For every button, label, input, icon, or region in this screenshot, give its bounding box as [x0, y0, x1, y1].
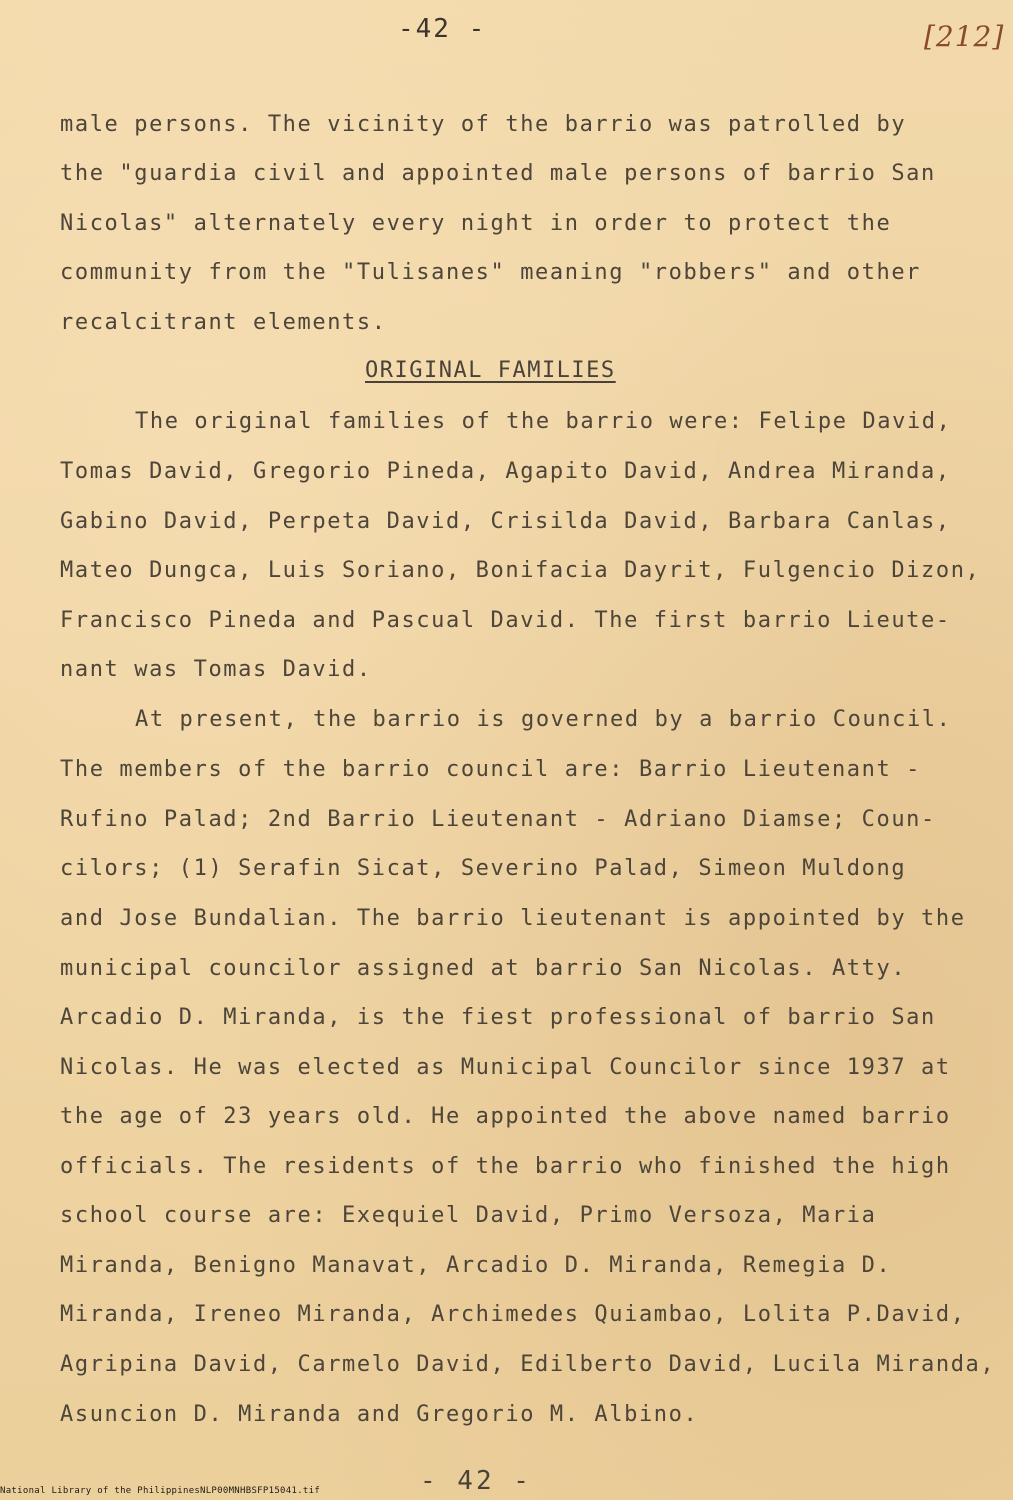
text-line: Agripina David, Carmelo David, Edilberto David, Lucila Miranda, [60, 1352, 996, 1377]
archive-stamp-number: [212] [924, 20, 1005, 53]
text-line: Arcadio D. Miranda, is the fiest professional of barrio San [60, 1005, 936, 1030]
text-line: school course are: Exequiel David, Primo Versoza, Maria [60, 1203, 877, 1228]
text-line: Francisco Pineda and Pascual David. The first barrio Lieute- [60, 608, 951, 633]
text-line: recalcitrant elements. [60, 310, 387, 335]
text-line: cilors; (1) Serafin Sicat, Severino Palad, Simeon Muldong [60, 856, 907, 881]
text-line: the age of 23 years old. He appointed the above named barrio [60, 1104, 951, 1129]
text-line: At present, the barrio is governed by a barrio Council. [135, 707, 952, 732]
text-line: Nicolas. He was elected as Municipal Councilor since 1937 at [60, 1055, 951, 1080]
text-line: The members of the barrio council are: Barrio Lieutenant - [60, 757, 922, 782]
text-line: officials. The residents of the barrio who finished the high [60, 1154, 951, 1179]
text-line: Tomas David, Gregorio Pineda, Agapito David, Andrea Miranda, [60, 459, 951, 484]
text-line: Gabino David, Perpeta David, Crisilda David, Barbara Canlas, [60, 509, 951, 534]
text-line: Asuncion D. Miranda and Gregorio M. Albino. [60, 1402, 699, 1427]
text-line: and Jose Bundalian. The barrio lieutenant is appointed by the [60, 906, 966, 931]
text-line: male persons. The vicinity of the barrio was patrolled by [60, 112, 907, 137]
section-heading: ORIGINAL FAMILIES [365, 358, 616, 383]
footer-filename: NLP00MNHBSFP15041.tif [200, 1486, 321, 1496]
text-line: Mateo Dungca, Luis Soriano, Bonifacia Dayrit, Fulgencio Dizon, [60, 558, 981, 583]
text-line: The original families of the barrio were: Felipe David, [135, 409, 952, 434]
text-line: Miranda, Ireneo Miranda, Archimedes Quiambao, Lolita P.David, [60, 1302, 966, 1327]
text-line: community from the "Tulisanes" meaning "robbers" and other [60, 260, 922, 285]
text-line: Miranda, Benigno Manavat, Arcadio D. Miranda, Remegia D. [60, 1253, 892, 1278]
text-line: municipal councilor assigned at barrio San Nicolas. Atty. [60, 956, 907, 981]
text-line: Rufino Palad; 2nd Barrio Lieutenant - Adriano Diamse; Coun- [60, 807, 936, 832]
page-number-bottom: - 42 - [420, 1466, 532, 1496]
text-line: Nicolas" alternately every night in order to protect the [60, 211, 892, 236]
text-line: nant was Tomas David. [60, 657, 372, 682]
text-line: the "guardia civil and appointed male persons of barrio San [60, 161, 936, 186]
page-number-top: -42 - [398, 14, 487, 44]
footer-source-label: National Library of the Philippines [0, 1486, 201, 1496]
